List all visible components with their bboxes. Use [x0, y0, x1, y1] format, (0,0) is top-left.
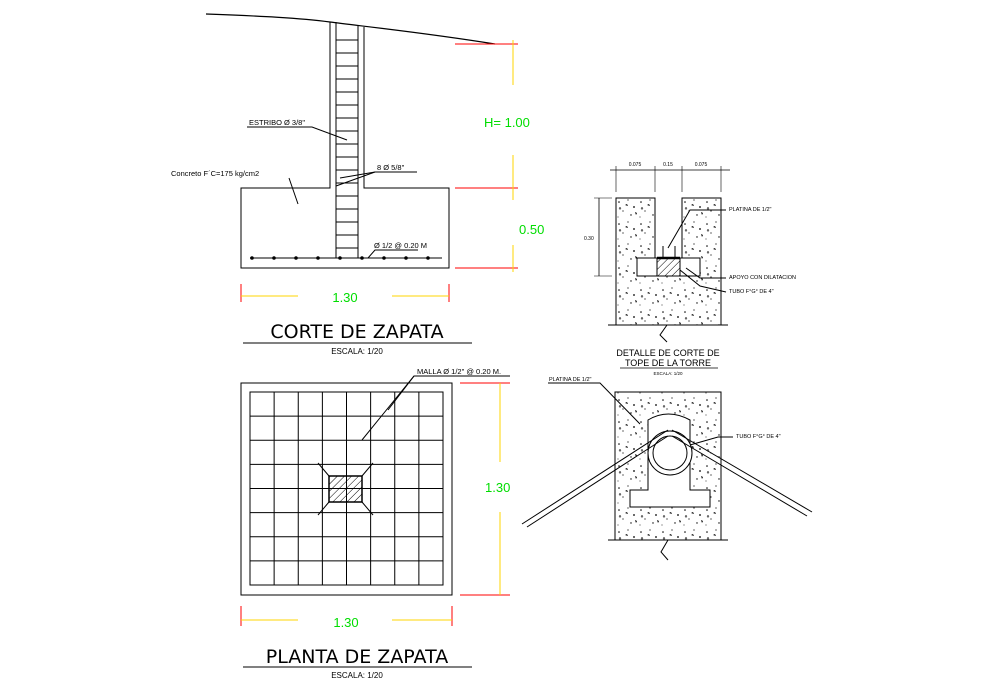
dim-footing: 0.50	[519, 222, 545, 237]
dimension-vertical-corte	[455, 40, 518, 272]
scale-corte: ESCALA: 1/20	[331, 347, 383, 356]
column-outline	[241, 22, 449, 268]
break-mark-2	[661, 540, 668, 560]
dim-left-detalle: 0.075	[628, 162, 642, 168]
dim-h: H= 1.00	[484, 115, 530, 130]
stirrups	[336, 40, 358, 248]
dim-width-planta: 1.30	[333, 615, 359, 630]
leader-bars	[336, 172, 417, 186]
title-corte: CORTE DE ZAPATA	[270, 321, 444, 343]
dim-right-detalle: 0.075	[694, 162, 708, 168]
scale-detalle: ESCALA: 1/20	[653, 371, 683, 376]
corte-de-zapata	[206, 14, 495, 268]
rebar-dot	[295, 257, 298, 260]
detalle-torre	[522, 383, 812, 560]
label-bars: 8 Ø 5/8"	[377, 163, 405, 172]
rebar-dot	[427, 257, 430, 260]
label-tubo-1: TUBO F°G° DE 4"	[729, 289, 774, 295]
rebar-dot	[383, 257, 386, 260]
title-detalle-line1: DETALLE DE CORTE DE	[616, 348, 720, 358]
dim-height-detalle: 0.30	[584, 236, 594, 242]
rebar-dot	[339, 257, 342, 260]
dim-side-planta: 1.30	[485, 480, 511, 495]
break-mark-1	[660, 325, 667, 342]
rebar-dot	[405, 257, 408, 260]
title-detalle-line2: TOPE DE LA TORRE	[624, 358, 712, 368]
leader-malla-planta	[362, 376, 510, 440]
detalle-corte-tope	[594, 166, 730, 342]
scale-planta: ESCALA: 1/20	[331, 671, 383, 680]
rebar-dot	[251, 257, 254, 260]
label-estribo: ESTRIBO Ø 3/8"	[249, 118, 306, 127]
label-concreto: Concreto F´C=175 kg/cm2	[171, 169, 260, 178]
dim-width-corte: 1.30	[332, 290, 358, 305]
rebar-dot	[317, 257, 320, 260]
leader-estribo	[247, 127, 347, 140]
title-planta: PLANTA DE ZAPATA	[265, 646, 449, 668]
label-platina-1: PLATINA DE 1/2"	[729, 207, 772, 213]
dim-mid-detalle: 0.15	[663, 162, 673, 168]
column-section	[329, 476, 362, 502]
label-malla-bottom: Ø 1/2 @ 0.20 M	[374, 241, 428, 250]
label-platina-2: PLATINA DE 1/2"	[549, 377, 592, 383]
label-malla-planta: MALLA Ø 1/2" @ 0.20 M.	[417, 367, 502, 376]
leader-concreto	[289, 178, 298, 204]
leader-malla	[368, 250, 418, 258]
label-apoyo: APOYO CON DILATACION	[729, 275, 797, 281]
label-tubo-2: TUBO F°G° DE 4"	[736, 434, 781, 440]
planta-de-zapata	[241, 376, 510, 595]
rebar-dot	[273, 257, 276, 260]
